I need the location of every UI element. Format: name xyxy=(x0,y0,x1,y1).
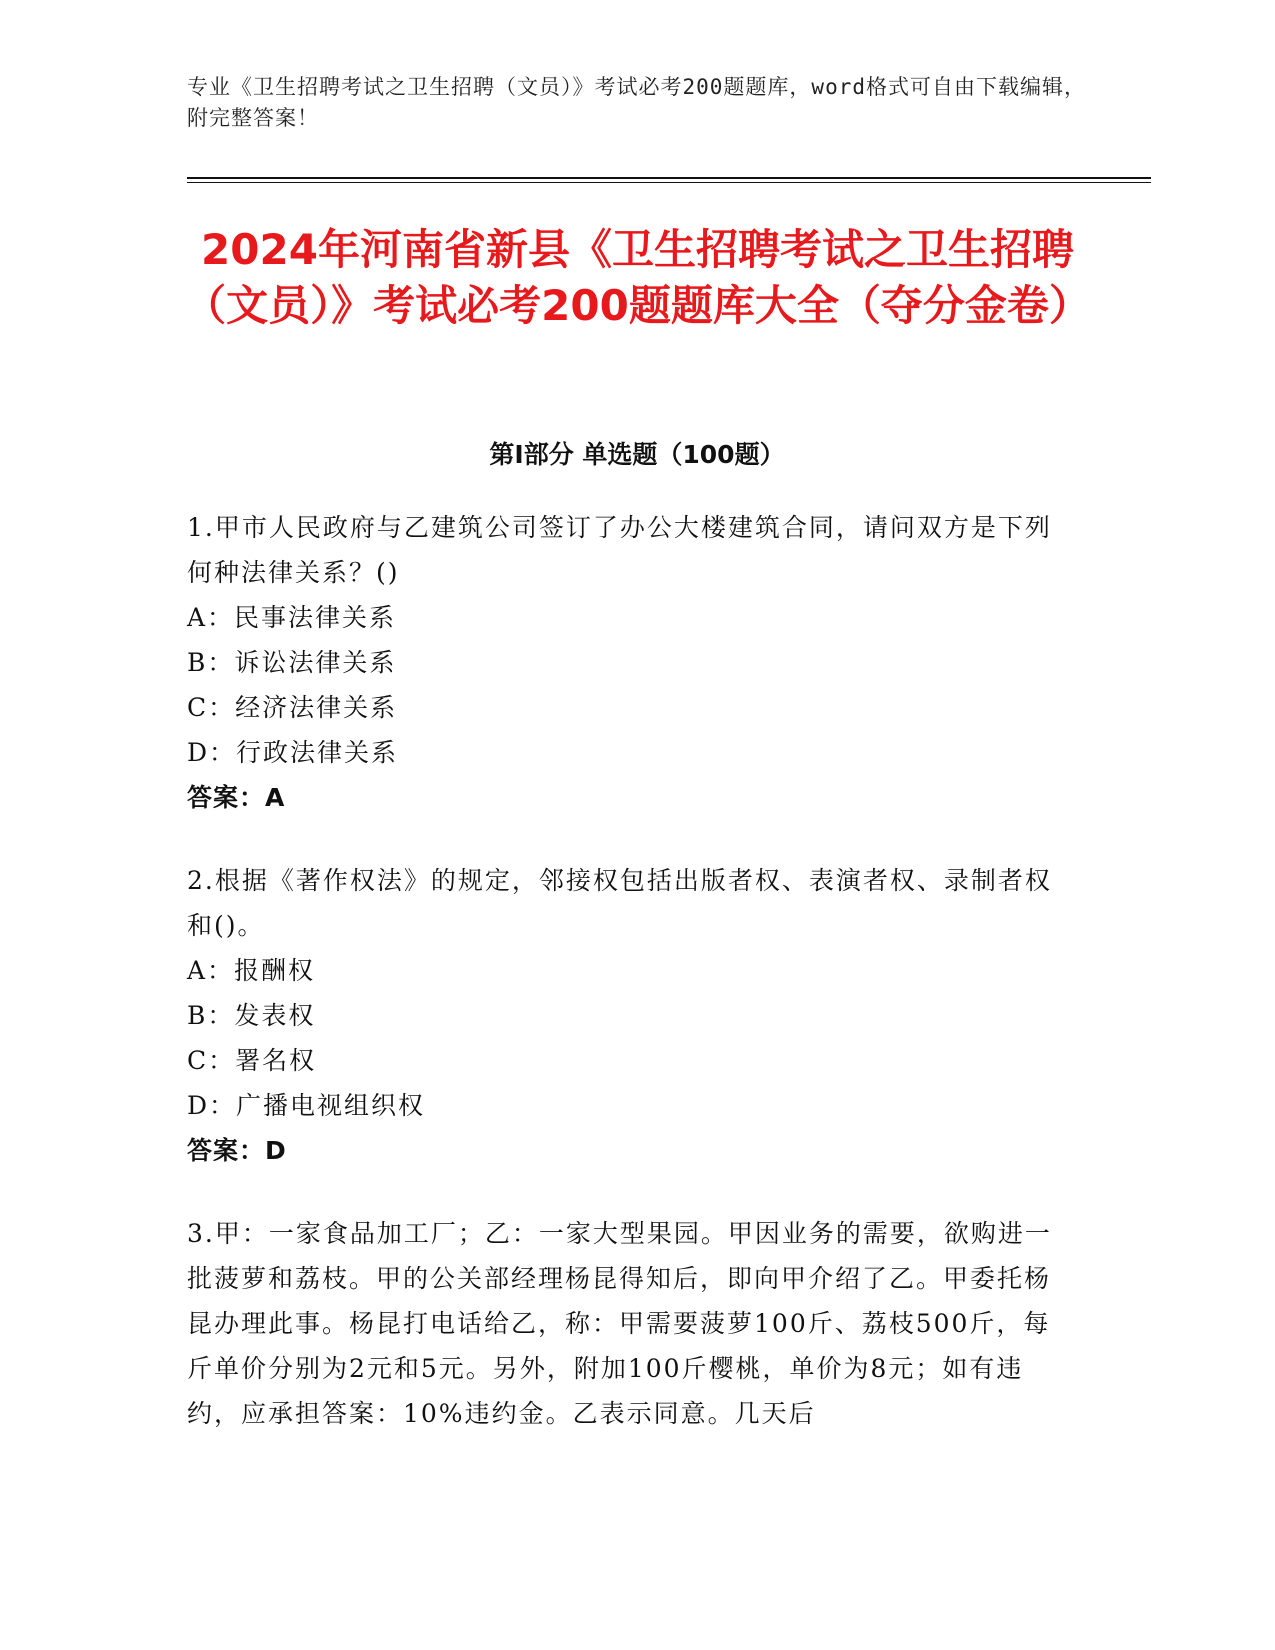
answer: 答案：D xyxy=(187,1136,287,1165)
question-2 xyxy=(187,858,1077,1173)
header-divider-thin xyxy=(187,182,1151,183)
document-title: 2024年河南省新县《卫生招聘考试之卫生招聘（文员）》考试必考200题题库大全（夺分金卷） xyxy=(184,225,1091,330)
option-b: B：发表权 xyxy=(187,1001,316,1030)
option-c: C：经济法律关系 xyxy=(187,693,398,722)
header-note: 专业《卫生招聘考试之卫生招聘（文员）》考试必考200题题库，word格式可自由下载编辑，附完整答案！ xyxy=(187,75,1086,130)
question-stem: 2.根据《著作权法》的规定，邻接权包括出版者权、表演者权、录制者权和()。 xyxy=(187,866,1052,940)
question-1 xyxy=(187,505,1077,820)
option-c: C：署名权 xyxy=(187,1046,317,1075)
question-stem: 1.甲市人民政府与乙建筑公司签订了办公大楼建筑合同，请问双方是下列何种法律关系？() xyxy=(187,513,1052,587)
option-d: D：广播电视组织权 xyxy=(187,1091,426,1120)
option-a: A：民事法律关系 xyxy=(187,603,397,632)
question-stem: 3.甲：一家食品加工厂；乙：一家大型果园。甲因业务的需要，欲购进一批菠萝和荔枝。甲的公关部经理杨昆得知后，即向甲介绍了乙。甲委托杨昆办理此事。杨昆打电话给乙，称：甲需要菠萝100斤、荔枝500斤，每斤单价分别为2元和5元。另外，附加100斤樱桃，单价为8元；如有违约，应承担答案：10%违约金。乙表示同意。几天后 xyxy=(187,1219,1052,1428)
question-3 xyxy=(187,1211,1077,1436)
answer: 答案：A xyxy=(187,783,286,812)
option-d: D：行政法律关系 xyxy=(187,738,399,767)
header-divider-thick xyxy=(187,177,1151,179)
option-a: A：报酬权 xyxy=(187,956,316,985)
option-b: B：诉讼法律关系 xyxy=(187,648,397,677)
section-title: 第Ⅰ部分 单选题（100题） xyxy=(489,440,785,469)
